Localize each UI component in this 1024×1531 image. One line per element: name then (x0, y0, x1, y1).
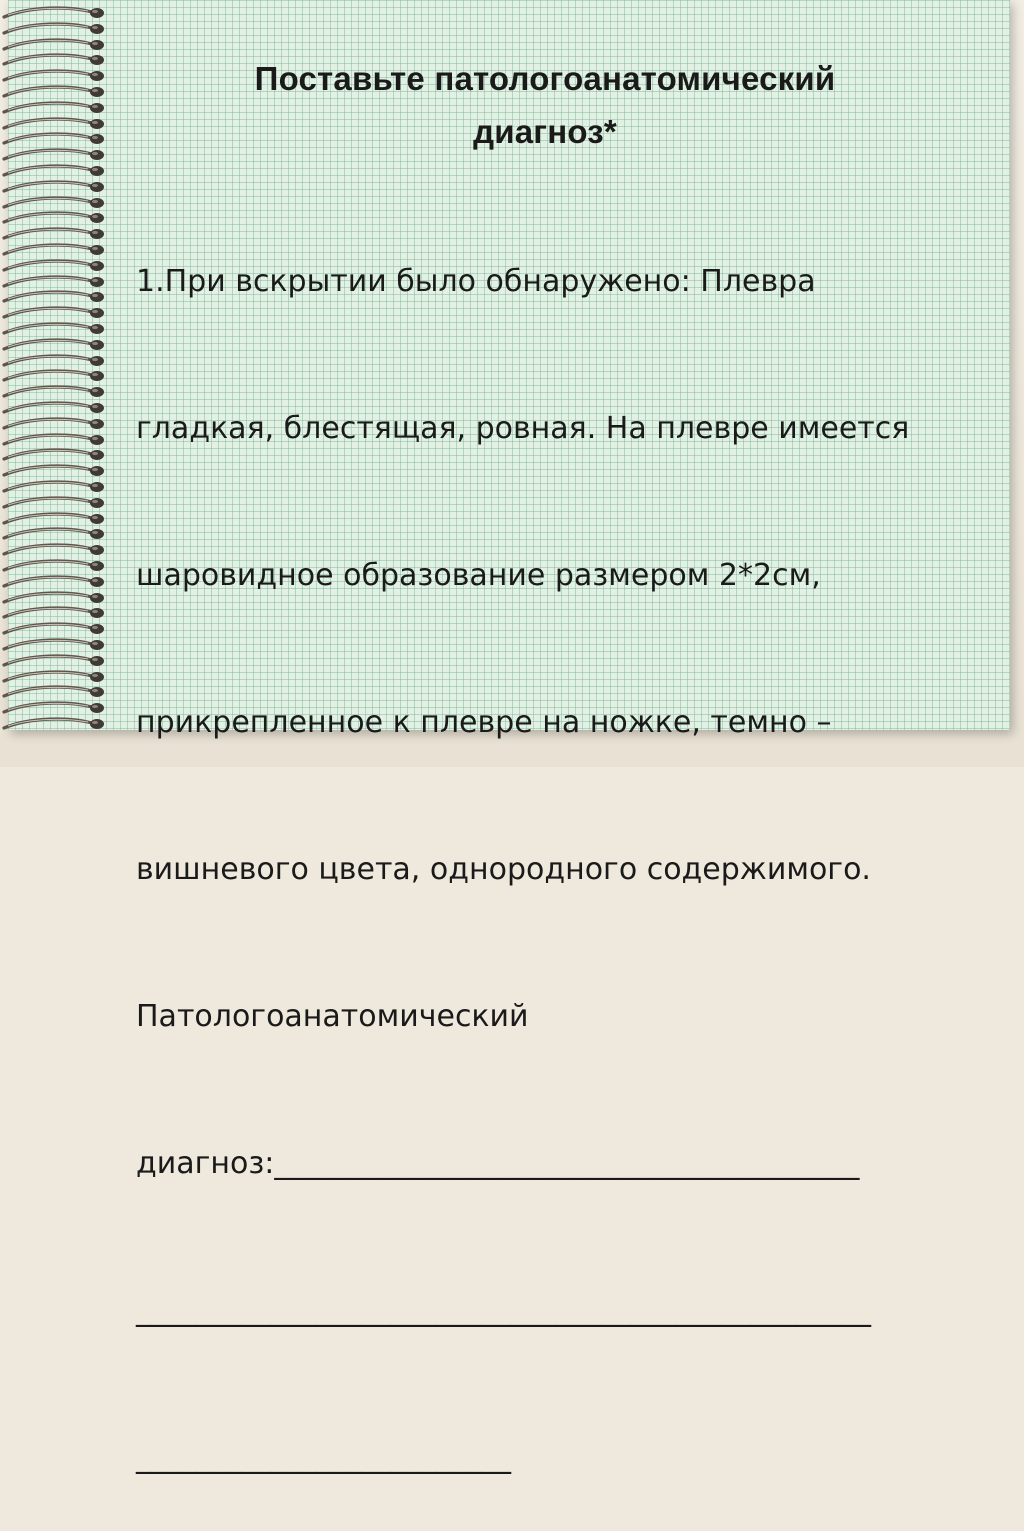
title-line-1: Поставьте патологоанатомический (254, 60, 836, 97)
body-line: прикрепленное к плевре на ножке, темно – (136, 705, 832, 740)
body-line: Патологоанатомический (136, 999, 529, 1034)
body-line: шаровидное образование размером 2*2см, (136, 558, 821, 593)
slide-title (130, 52, 960, 158)
answer-line: _________________________ (136, 1440, 511, 1475)
question-text (136, 159, 966, 1531)
answer-line: диагноз:_______________________________________ (136, 1146, 860, 1181)
body-line: вишневого цвета, однородного содержимого. (136, 852, 871, 887)
body-line: гладкая, блестящая, ровная. На плевре имеется (136, 411, 910, 446)
spiral-binding-icon (0, 0, 110, 740)
body-line: 1.При вскрытии было обнаружено: Плевра (136, 264, 816, 299)
title-line-2: диагноз* (473, 113, 617, 150)
answer-line: _________________________________________________ (136, 1293, 871, 1328)
spiral-coil (0, 715, 112, 733)
